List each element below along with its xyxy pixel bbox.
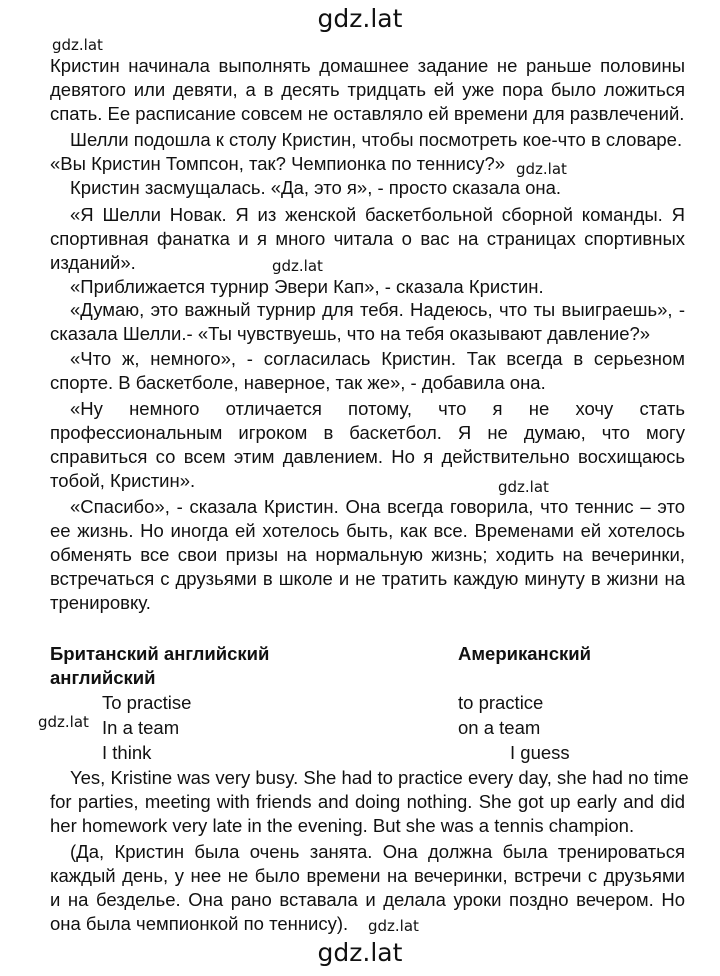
table-cell-american: on a team	[458, 717, 541, 738]
text-line: справиться со всем этим давлением. Но я действительно восхищаюсь	[50, 446, 685, 467]
text-line: «Спасибо», - сказала Кристин. Она всегда говорила, что теннис – это	[70, 496, 685, 517]
text-line: тобой, Кристин».	[50, 470, 196, 491]
watermark-small: gdz.lat	[516, 160, 567, 178]
text-line: тренировку.	[50, 592, 151, 613]
text-line: обменять все свои призы на нормальную жизнь; ходить на вечеринки,	[50, 544, 685, 565]
translation-line: она была чемпионкой по теннису).	[50, 913, 349, 934]
text-line: девятого или девяти, а в десять тридцать ей уже пора было ложиться	[50, 79, 685, 100]
text-line: «Вы Кристин Томпсон, так? Чемпионка по теннису?»	[50, 153, 506, 174]
text-line: Шелли подошла к столу Кристин, чтобы посмотреть кое-что в словаре.	[70, 129, 683, 150]
english-line: Yes, Kristine was very busy. She had to practice every day, she had no time	[70, 767, 689, 788]
table-header-american: Американский	[458, 643, 592, 664]
watermark-small: gdz.lat	[272, 257, 323, 275]
table-cell-british: In a team	[102, 717, 180, 738]
english-line: her homework very late in the evening. But she was a tennis champion.	[50, 815, 635, 836]
table-cell-british: To practise	[102, 692, 192, 713]
table-header-english: английский	[50, 667, 156, 688]
text-line: спать. Ее расписание совсем не оставляло ей времени для развлечений.	[50, 103, 685, 124]
text-line: «Думаю, это важный турнир для тебя. Надеюсь, что ты выиграешь», -	[70, 299, 685, 320]
text-line: «Что ж, немного», - согласилась Кристин. Так всегда в серьезном	[70, 348, 685, 369]
english-line: for parties, meeting with friends and doing nothing. She got up early and did	[50, 791, 685, 812]
text-line: спорте. В баскетболе, наверное, так же», - добавила она.	[50, 372, 546, 393]
translation-line: каждый день, у нее не было времени на вечеринки, встречи с друзьями	[50, 865, 685, 886]
text-line: сказала Шелли.- «Ты чувствуешь, что на тебя оказывают давление?»	[50, 323, 651, 344]
translation-line: и на безделье. Она рано вставала и делала уроки поздно вечером. Но	[50, 889, 685, 910]
text-line: Кристин начинала выполнять домашнее задание не раньше половины	[50, 55, 685, 76]
table-cell-british: I think	[102, 742, 152, 763]
text-line: «Приближается турнир Эвери Кап», - сказала Кристин.	[70, 276, 544, 297]
watermark-small: gdz.lat	[368, 917, 419, 935]
text-line: ее жизнь. Но иногда ей хотелось быть, как все. Временами ей хотелось	[50, 520, 685, 541]
text-line: «Ну немного отличается потому, что я не хочу стать	[70, 398, 685, 419]
translation-line: (Да, Кристин была очень занята. Она должна была тренироваться	[70, 841, 685, 862]
table-header-british: Британский английский	[50, 643, 270, 664]
watermark-bottom: gdz.lat	[317, 938, 403, 967]
text-line: «Я Шелли Новак. Я из женской баскетбольной сборной команды. Я	[70, 204, 685, 225]
watermark-small: gdz.lat	[498, 478, 549, 496]
watermark-small: gdz.lat	[52, 36, 103, 54]
table-cell-american: to practice	[458, 692, 544, 713]
text-line: спортивная фанатка и я много читала о вас на страницах спортивных	[50, 228, 685, 249]
table-cell-american: I guess	[510, 742, 570, 763]
watermark-small: gdz.lat	[38, 713, 89, 731]
watermark-top: gdz.lat	[317, 4, 403, 33]
text-line: профессиональным игроком в баскетбол. Я не думаю, что могу	[50, 422, 685, 443]
text-line: встречаться с друзьями в школе и не тратить каждую минуту в жизни на	[50, 568, 685, 589]
text-line: Кристин засмущалась. «Да, это я», - просто сказала она.	[70, 177, 562, 198]
text-line: изданий».	[50, 252, 136, 273]
